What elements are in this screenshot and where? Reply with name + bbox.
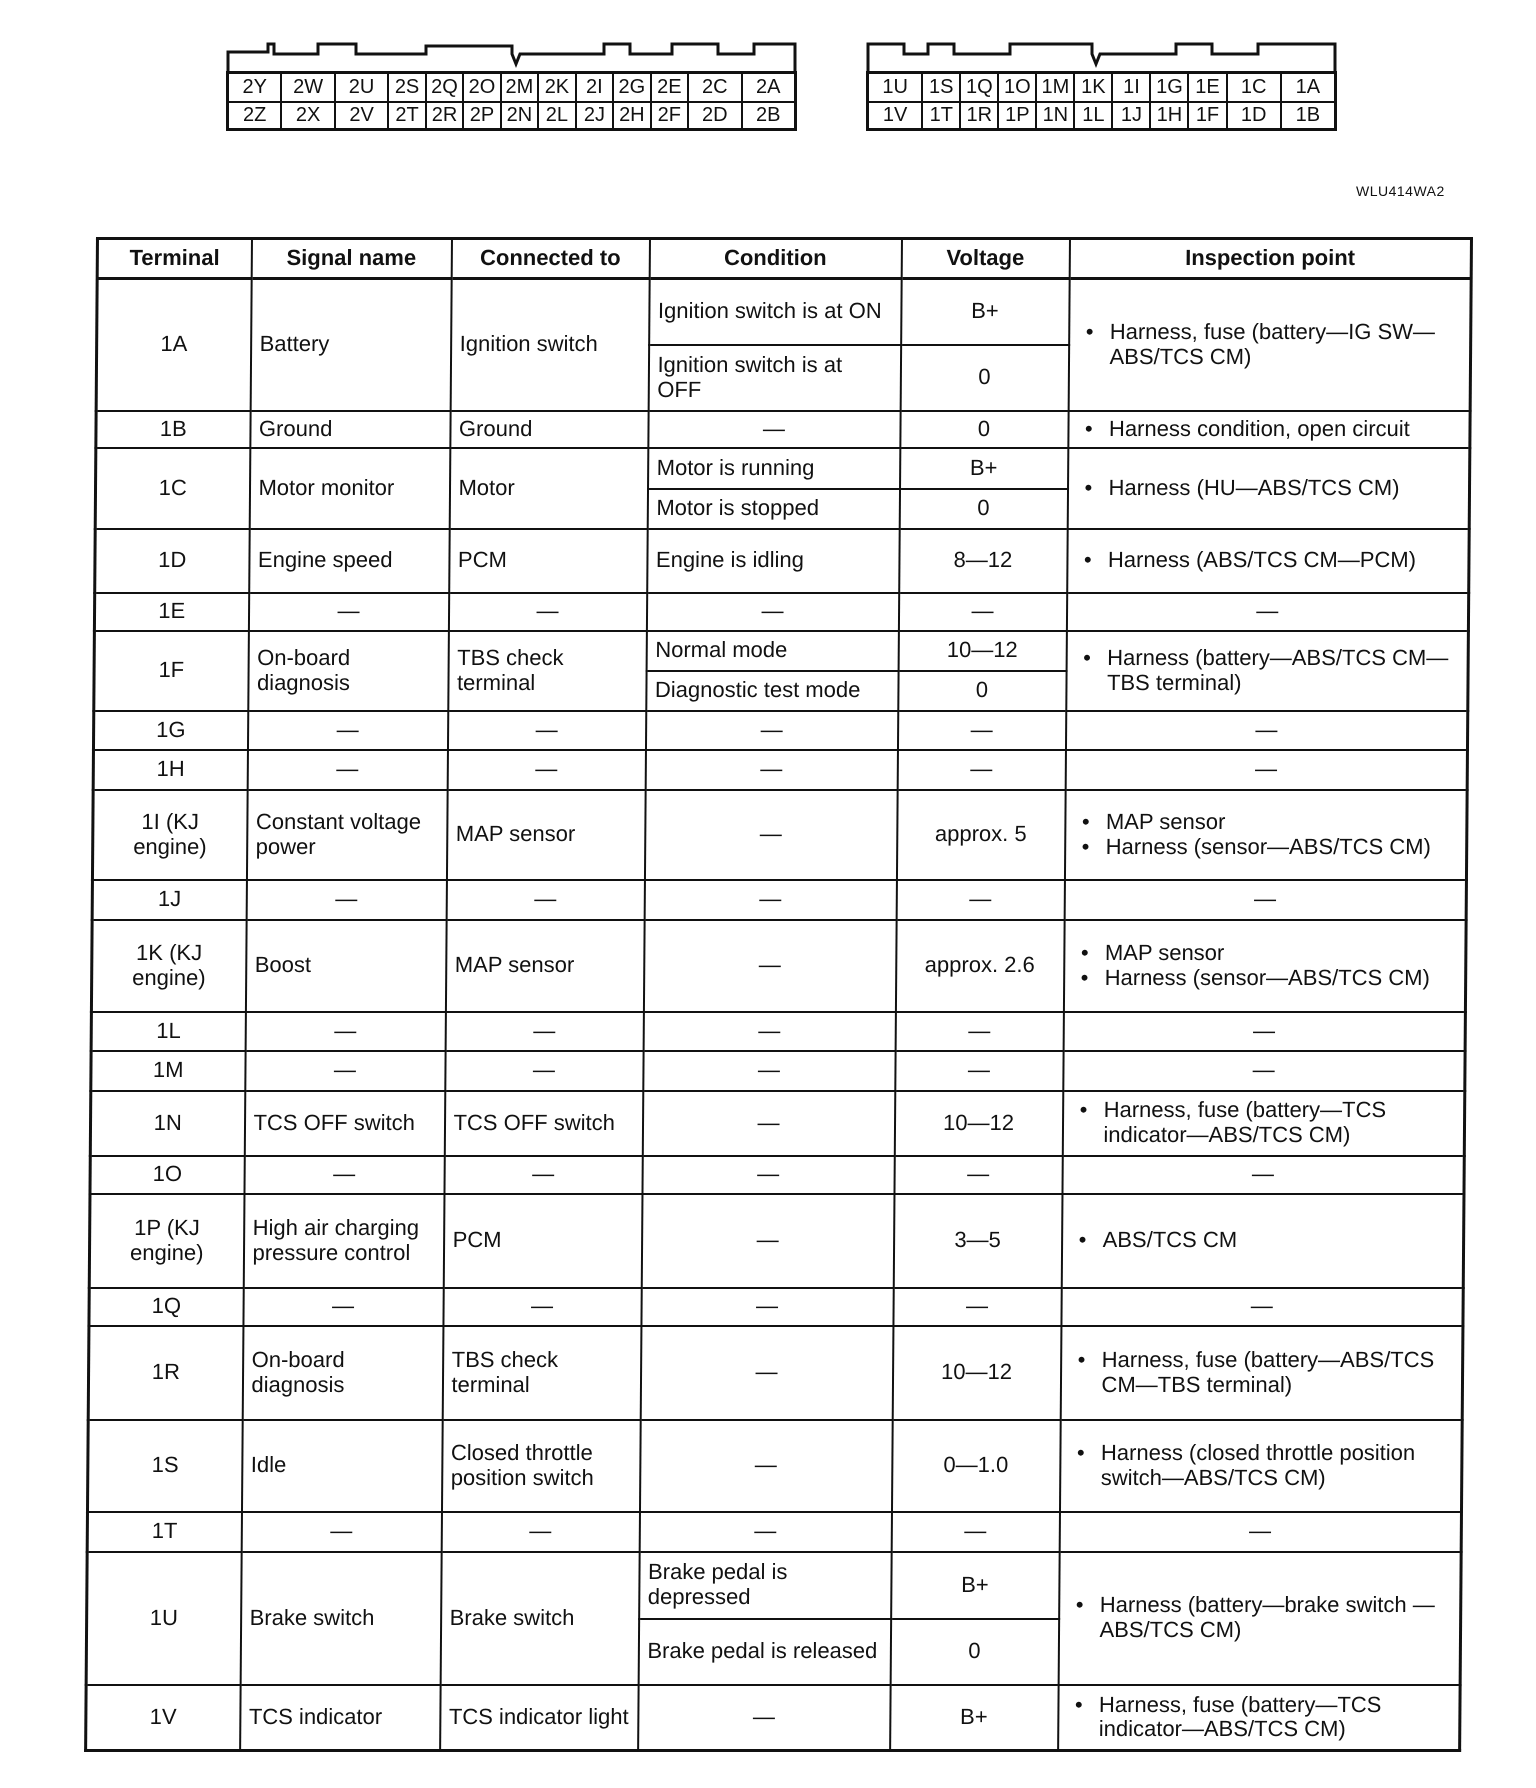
pin-label: 1L: [1073, 103, 1111, 128]
cell-voltage: 3—5: [893, 1194, 1062, 1288]
pin-label: 1R: [959, 103, 997, 128]
cell-connected: PCM: [449, 529, 648, 593]
cell-inspection: [1068, 279, 1471, 411]
cell-terminal: 1U: [86, 1552, 241, 1685]
cell-inspection: —: [1065, 711, 1467, 750]
table-row: [91, 1051, 1465, 1091]
pin-label: 1F: [1187, 103, 1225, 128]
cell-connected: —: [445, 1012, 643, 1051]
cell-inspection: [1064, 790, 1467, 880]
cell-signal: TCS indicator: [240, 1685, 441, 1751]
cell-voltage: 10—12: [894, 1091, 1063, 1156]
cell-signal: —: [248, 593, 448, 631]
connector-1-pin-grid: [866, 71, 1337, 131]
pin-label: 2S: [387, 74, 424, 101]
cell-inspection: —: [1063, 1051, 1465, 1091]
cell-signal: Ground: [250, 411, 450, 448]
pin-label: 2Y: [242, 76, 267, 98]
cell-signal: —: [247, 750, 447, 790]
cell-terminal: 1H: [93, 750, 247, 790]
pin-label: 1H: [1149, 103, 1187, 128]
table-row: [86, 1685, 1461, 1751]
pin-label: 2L: [537, 103, 574, 128]
table-row: [93, 711, 1467, 750]
cell-voltage: 10—12: [892, 1326, 1061, 1420]
pin-label: 1B: [1280, 103, 1334, 128]
table-row: [92, 880, 1466, 920]
pin-label: 2G: [612, 74, 649, 101]
pin-label: 1M: [1035, 74, 1073, 101]
inspection-item: • Harness, fuse (battery—ABS/TCS CM—TBS terminal): [1069, 1348, 1453, 1397]
cell-inspection: —: [1061, 1288, 1463, 1326]
cell-voltage: —: [893, 1288, 1061, 1326]
cell-connected: —: [448, 593, 646, 631]
inspection-item: • Harness (battery—ABS/TCS CM—TBS terminal): [1075, 646, 1459, 695]
cell-condition: —: [639, 1512, 891, 1552]
cell-voltage: B+: [901, 279, 1070, 345]
pin-label: 1E: [1187, 74, 1225, 101]
cell-condition: Ignition switch is at OFF: [648, 345, 901, 411]
cell-voltage: —: [895, 1051, 1063, 1091]
cell-voltage: —: [896, 880, 1064, 920]
cell-condition: —: [644, 880, 896, 920]
cell-connected: TCS indicator light: [440, 1685, 639, 1751]
cell-terminal: 1P (KJ engine): [89, 1194, 244, 1288]
cell-voltage: 0: [900, 345, 1069, 411]
cell-connected: —: [443, 1288, 641, 1326]
pin-label: 2F: [650, 103, 687, 128]
header-condition: Condition: [649, 239, 901, 279]
cell-terminal: 1E: [94, 593, 248, 631]
cell-voltage: approx. 2.6: [895, 920, 1064, 1012]
cell-signal: —: [244, 1156, 444, 1194]
connector-2-outline: [226, 40, 797, 72]
cell-terminal: 1K (KJ engine): [91, 920, 246, 1012]
cell-voltage: approx. 5: [896, 790, 1065, 880]
pin-label: 1Q: [959, 74, 997, 101]
table-row: [87, 1512, 1461, 1552]
cell-inspection: —: [1065, 750, 1467, 790]
cell-connected: —: [446, 880, 644, 920]
inspection-item: • Harness (ABS/TCS CM—PCM): [1076, 548, 1460, 573]
cell-connected: Brake switch: [440, 1552, 639, 1685]
cell-condition: —: [646, 593, 898, 631]
cell-connected: MAP sensor: [446, 790, 645, 880]
pin-label: 2C: [687, 74, 740, 101]
cell-condition: Motor is stopped: [647, 489, 899, 529]
pin-label: 2M: [500, 74, 537, 101]
cell-inspection: [1059, 1420, 1462, 1512]
cell-inspection: [1062, 1091, 1465, 1156]
pin-label: 2H: [612, 103, 649, 128]
cell-condition: —: [642, 1156, 894, 1194]
terminal-voltage-table: [84, 237, 1473, 1752]
cell-condition: —: [638, 1685, 891, 1751]
cell-inspection: [1058, 1552, 1461, 1685]
pin-label: 2I: [575, 74, 612, 101]
table-row: [89, 1288, 1463, 1326]
pin-label: 1C: [1226, 74, 1280, 101]
cell-condition: —: [645, 711, 897, 750]
cell-signal: Engine speed: [249, 529, 450, 593]
cell-condition: —: [645, 750, 897, 790]
inspection-item: • Harness condition, open circuit: [1077, 417, 1461, 442]
cell-inspection: [1066, 631, 1469, 711]
cell-condition: Diagnostic test mode: [646, 671, 898, 711]
header-connected-to: Connected to: [451, 239, 649, 279]
pin-label: 1P: [997, 103, 1035, 128]
table-row: [97, 279, 1472, 345]
cell-terminal: 1A: [96, 279, 251, 411]
cell-terminal: 1F: [94, 631, 249, 711]
inspection-item: • MAP sensor: [1073, 941, 1457, 966]
cell-connected: Ground: [450, 411, 648, 448]
pin-label: 2B: [741, 103, 794, 128]
cell-inspection: —: [1064, 880, 1466, 920]
cell-condition: —: [643, 1012, 895, 1051]
cell-signal: Motor monitor: [249, 448, 450, 529]
table-row: [88, 1326, 1463, 1420]
cell-signal: —: [243, 1288, 443, 1326]
table-row: [96, 411, 1470, 448]
cell-terminal: 1O: [90, 1156, 244, 1194]
pin-label: 2O: [462, 74, 499, 101]
pin-label: 2W: [280, 74, 333, 101]
pin-label: 2U: [334, 74, 387, 101]
pin-label: 1A: [1280, 74, 1334, 101]
pin-label: 1O: [997, 74, 1035, 101]
table-row: [87, 1420, 1462, 1512]
inspection-item: • Harness (sensor—ABS/TCS CM): [1073, 966, 1457, 991]
cell-voltage: —: [894, 1156, 1062, 1194]
cell-voltage: —: [897, 711, 1065, 750]
cell-connected: PCM: [443, 1194, 642, 1288]
cell-terminal: 1M: [91, 1051, 245, 1091]
cell-signal: —: [247, 711, 447, 750]
cell-voltage: 0: [899, 489, 1067, 529]
cell-terminal: 1N: [90, 1091, 245, 1156]
cell-condition: —: [641, 1194, 894, 1288]
pin-label: 1J: [1111, 103, 1149, 128]
cell-voltage: B+: [890, 1685, 1059, 1751]
pin-label: 1T: [921, 103, 959, 128]
pin-label: 2R: [425, 103, 462, 128]
pin-label: 2T: [387, 103, 424, 128]
cell-connected: —: [445, 1051, 643, 1091]
table-row: [89, 1194, 1464, 1288]
pin-label: 1I: [1111, 74, 1149, 101]
pin-label: 2Z: [243, 104, 267, 126]
cell-signal: Brake switch: [240, 1552, 441, 1685]
inspection-item: • ABS/TCS CM: [1071, 1228, 1455, 1253]
pin-label: 2Q: [425, 74, 462, 101]
table-row: [92, 790, 1467, 880]
cell-condition: Ignition switch is at ON: [649, 279, 902, 345]
connector-1-outline: [866, 40, 1337, 72]
pin-label: 2V: [334, 103, 387, 128]
cell-connected: —: [444, 1156, 642, 1194]
cell-voltage: 8—12: [899, 529, 1068, 593]
pin-label: 2X: [280, 103, 333, 128]
cell-terminal: 1B: [96, 411, 250, 448]
cell-connected: TBS check terminal: [448, 631, 647, 711]
cell-connected: Closed throttle position switch: [441, 1420, 640, 1512]
cell-signal: Boost: [245, 920, 446, 1012]
cell-signal: Idle: [241, 1420, 442, 1512]
cell-inspection: —: [1066, 593, 1468, 631]
cell-condition: —: [642, 1091, 895, 1156]
cell-terminal: 1V: [86, 1685, 241, 1751]
cell-connected: TBS check terminal: [442, 1326, 641, 1420]
cell-inspection: [1067, 448, 1470, 529]
cell-voltage: B+: [900, 448, 1068, 489]
pin-label: 1N: [1035, 103, 1073, 128]
inspection-item: • Harness, fuse (battery—TCS indicator—ABS/TCS CM): [1071, 1098, 1455, 1147]
cell-signal: —: [241, 1512, 441, 1552]
connector-2-pin-grid: [226, 71, 797, 131]
connector-1-top-row: [869, 74, 1334, 101]
cell-terminal: 1I (KJ engine): [92, 790, 247, 880]
cell-condition: Engine is idling: [647, 529, 900, 593]
cell-connected: MAP sensor: [445, 920, 644, 1012]
cell-voltage: 0: [900, 411, 1068, 448]
inspection-item: • Harness (closed throttle position switch—ABS/TCS CM): [1069, 1441, 1453, 1490]
cell-terminal: 1C: [95, 448, 250, 529]
cell-terminal: 1J: [92, 880, 246, 920]
table-row: [90, 1091, 1465, 1156]
inspection-item: • Harness (sensor—ABS/TCS CM): [1074, 835, 1458, 860]
connector-2-top-row: [229, 74, 794, 101]
cell-voltage: 0: [890, 1619, 1059, 1685]
cell-condition: —: [640, 1326, 893, 1420]
inspection-item: • Harness, fuse (battery—TCS indicator—ABS/TCS CM): [1067, 1693, 1451, 1742]
cell-condition: Motor is running: [648, 448, 900, 489]
cell-inspection: [1067, 529, 1470, 593]
pin-label: 2N: [500, 103, 537, 128]
cell-voltage: B+: [891, 1552, 1060, 1619]
cell-connected: —: [441, 1512, 639, 1552]
cell-terminal: 1T: [87, 1512, 241, 1552]
pin-label: 2D: [687, 103, 740, 128]
cell-terminal: 1R: [88, 1326, 243, 1420]
pin-label: 1V: [882, 104, 908, 126]
connector-1-terminal-layout: [866, 40, 1337, 131]
header-signal-name: Signal name: [251, 239, 451, 279]
cell-signal: Constant voltage power: [246, 790, 447, 880]
table-row: [94, 631, 1468, 671]
cell-signal: —: [245, 1012, 445, 1051]
pin-label: 1U: [882, 76, 908, 98]
table-row: [96, 448, 1470, 489]
connector-2-terminal-layout: [226, 40, 797, 131]
cell-condition: —: [648, 411, 900, 448]
cell-voltage: 0: [898, 671, 1066, 711]
table-row: [91, 1012, 1465, 1051]
connector-2-bottom-row: [229, 101, 794, 128]
cell-voltage: 0—1.0: [891, 1420, 1060, 1512]
cell-connected: Ignition switch: [450, 279, 649, 411]
cell-terminal: 1Q: [89, 1288, 243, 1326]
figure-code: WLU414WA2: [1356, 183, 1445, 199]
cell-voltage: —: [891, 1512, 1059, 1552]
pin-label: 1S: [921, 74, 959, 101]
cell-voltage: —: [898, 593, 1066, 631]
cell-voltage: 10—12: [898, 631, 1066, 671]
cell-condition: —: [639, 1420, 892, 1512]
cell-voltage: —: [895, 1012, 1063, 1051]
cell-inspection: [1060, 1326, 1463, 1420]
cell-connected: —: [447, 711, 645, 750]
pin-label: 1K: [1073, 74, 1111, 101]
cell-condition: —: [643, 1051, 895, 1091]
cell-inspection: —: [1059, 1512, 1461, 1552]
connector-1-bottom-row: [869, 101, 1334, 128]
inspection-item: • MAP sensor: [1074, 810, 1458, 835]
cell-inspection: —: [1063, 1012, 1465, 1051]
cell-signal: —: [245, 1051, 445, 1091]
cell-inspection: [1063, 920, 1466, 1012]
cell-condition: —: [643, 920, 896, 1012]
pin-label: 2E: [650, 74, 687, 101]
inspection-item: • Harness, fuse (battery—IG SW—ABS/TCS CM): [1077, 320, 1461, 369]
cell-inspection: —: [1062, 1156, 1464, 1194]
table-header-row: [97, 239, 1471, 279]
cell-condition: Brake pedal is released: [638, 1619, 891, 1685]
pin-label: 2K: [537, 74, 574, 101]
cell-inspection: [1068, 411, 1470, 448]
inspection-item: • Harness (battery—brake switch —ABS/TCS CM): [1067, 1593, 1451, 1642]
cell-signal: TCS OFF switch: [244, 1091, 445, 1156]
cell-connected: TCS OFF switch: [444, 1091, 643, 1156]
cell-condition: —: [644, 790, 897, 880]
cell-terminal: 1G: [93, 711, 247, 750]
cell-condition: —: [641, 1288, 893, 1326]
header-voltage: Voltage: [901, 239, 1069, 279]
cell-voltage: —: [897, 750, 1065, 790]
table-row: [94, 593, 1468, 631]
cell-signal: On-board diagnosis: [242, 1326, 443, 1420]
pin-label: 2A: [741, 74, 794, 101]
pin-label: 1G: [1149, 74, 1187, 101]
cell-connected: Motor: [449, 448, 648, 529]
table-row: [95, 529, 1470, 593]
cell-condition: Brake pedal is depressed: [639, 1552, 892, 1619]
header-terminal: Terminal: [97, 239, 251, 279]
pin-label: 2P: [462, 103, 499, 128]
header-inspection-point: Inspection point: [1069, 239, 1471, 279]
cell-inspection: [1061, 1194, 1464, 1288]
table-row: [93, 750, 1467, 790]
cell-terminal: 1L: [91, 1012, 245, 1051]
table-row: [87, 1552, 1462, 1619]
table-row: [90, 1156, 1464, 1194]
cell-connected: —: [447, 750, 645, 790]
cell-signal: Battery: [250, 279, 451, 411]
pin-label: 1D: [1226, 103, 1280, 128]
cell-inspection: [1058, 1685, 1461, 1751]
cell-terminal: 1D: [95, 529, 250, 593]
cell-terminal: 1S: [87, 1420, 242, 1512]
inspection-item: • Harness (HU—ABS/TCS CM): [1076, 476, 1460, 501]
pin-label: 2J: [575, 103, 612, 128]
cell-signal: High air charging pressure control: [243, 1194, 444, 1288]
cell-condition: Normal mode: [646, 631, 898, 671]
cell-signal: —: [246, 880, 446, 920]
cell-signal: On-board diagnosis: [248, 631, 449, 711]
table-row: [91, 920, 1466, 1012]
